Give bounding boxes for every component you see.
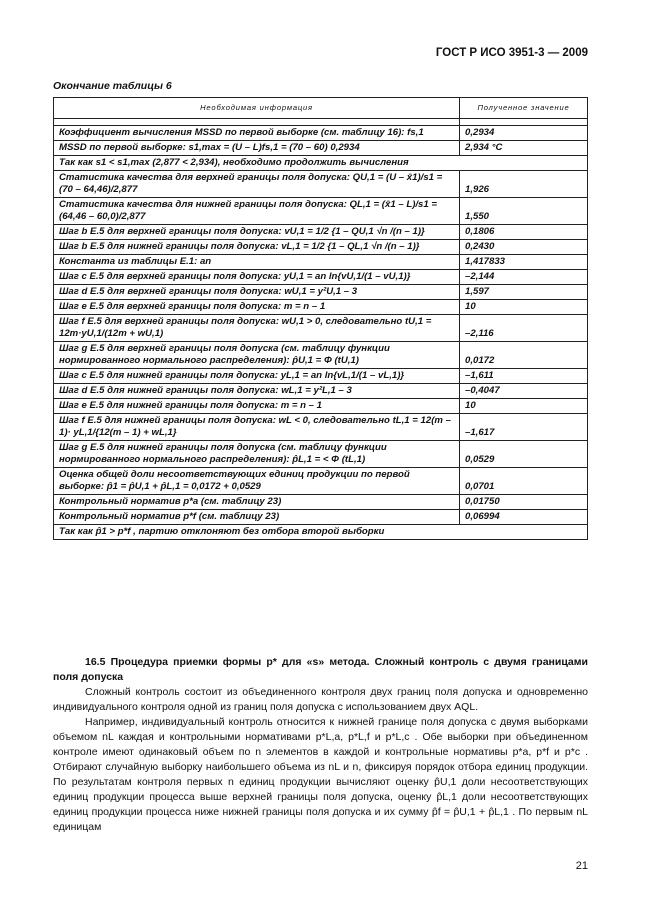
table-row [54, 369, 588, 384]
row-description: Константа из таблицы E.1: an [54, 255, 460, 270]
row-description: Так как p̂1 > p*f , партию отклоняют без отбора второй выборки [54, 525, 588, 540]
row-value: –1,611 [460, 369, 588, 384]
row-value: 0,2430 [460, 240, 588, 255]
row-value: 1,550 [460, 198, 588, 225]
table-row [54, 126, 588, 141]
row-description: Шаг f E.5 для нижней границы поля допуска: wL < 0, следовательно tL,1 = 12(m – 1)· yL,1/{12(m – 1) + wL,1} [54, 414, 460, 441]
row-value: –0,4047 [460, 384, 588, 399]
row-value: –1,617 [460, 414, 588, 441]
row-description: MSSD по первой выборке: s1,max = (U – L)fs,1 = (70 – 60) 0,2934 [54, 141, 460, 156]
row-value: –2,116 [460, 315, 588, 342]
row-value: 2,934 °С [460, 141, 588, 156]
table-row [54, 315, 588, 342]
table-row [54, 468, 588, 495]
table-row [54, 225, 588, 240]
table-row [54, 414, 588, 441]
table-row [54, 399, 588, 414]
row-description: Так как s1 < s1,max (2,877 < 2,934), необходимо продолжить вычисления [54, 156, 588, 171]
row-value: 0,01750 [460, 495, 588, 510]
section-title: 16.5 Процедура приемки формы p* для «s» метода. Сложный контроль с двумя границами поля допуска [53, 656, 588, 683]
table-caption: Окончание таблицы 6 [53, 80, 172, 92]
row-description: Шаг g E.5 для нижней границы поля допуска (см. таблицу функции нормированного нормального распределения): p̂L,1 = < Φ (tL,1) [54, 441, 460, 468]
row-value: 10 [460, 399, 588, 414]
table-row [54, 495, 588, 510]
row-description: Шаг d E.5 для нижней границы поля допуска: wL,1 = y²L,1 – 3 [54, 384, 460, 399]
page-number: 21 [575, 860, 588, 872]
table-row [54, 300, 588, 315]
row-description: Коэффициент вычисления MSSD по первой выборке (см. таблицу 16): fs,1 [54, 126, 460, 141]
row-description: Шаг b E.5 для нижней границы поля допуска: vL,1 = 1/2 {1 – QL,1 √n /(n – 1)} [54, 240, 460, 255]
table-row [54, 141, 588, 156]
table-row [54, 510, 588, 525]
table-row [54, 156, 588, 171]
table-row [54, 285, 588, 300]
row-value: –2,144 [460, 270, 588, 285]
document-header: ГОСТ Р ИСО 3951-3 — 2009 [435, 47, 588, 59]
row-value: 0,06994 [460, 510, 588, 525]
col-header-value: Полученное значение [460, 98, 588, 119]
row-description: Шаг e E.5 для нижней границы поля допуска: m = n – 1 [54, 399, 460, 414]
paragraph-2: Например, индивидуальный контроль относится к нижней границе поля допуска с двумя выборками объемом nL каждая и контрольными нормативами p*L,a, p*L,f и p*L,c . Обе выборки при объединенном контроле имеют одинаковый объем по n элементов в каждой и контрольные нормативы p*a, p*f и p*c . Отбирают случайную выборку наибольшего объема из nL и n, фиксируя порядок отбора единиц продукции. По результатам контроля первых n единиц продукции вычисляют оценку p̂U,1 доли несоответствующих единиц продукции процесса выше верхней границы поля допуска, оценку p̂L,1 доли несоответствующих единиц продукции процесса ниже нижней границы поля допуска и их сумму p̂f = p̂U,1 + p̂L,1 . По первым nL единицам [53, 716, 588, 833]
row-value: 0,0529 [460, 441, 588, 468]
table-row [54, 171, 588, 198]
row-description: Контрольный норматив p*a (см. таблицу 23) [54, 495, 460, 510]
row-description: Шаг f E.5 для верхней границы поля допуска: wU,1 > 0, следовательно tU,1 = 12m·yU,1/(12m + wU,1) [54, 315, 460, 342]
row-value: 0,0172 [460, 342, 588, 369]
row-value: 0,1806 [460, 225, 588, 240]
table-row [54, 240, 588, 255]
row-value: 10 [460, 300, 588, 315]
row-value: 1,597 [460, 285, 588, 300]
table-row [54, 441, 588, 468]
row-value: 1,926 [460, 171, 588, 198]
col-header-required-info: Необходимая информация [54, 98, 460, 119]
data-table [53, 97, 588, 540]
table-row [54, 198, 588, 225]
row-description: Контрольный норматив p*f (см. таблицу 23) [54, 510, 460, 525]
row-value: 1,417833 [460, 255, 588, 270]
table-row [54, 255, 588, 270]
table-header-row [54, 98, 588, 119]
table-row [54, 384, 588, 399]
paragraph-1: Сложный контроль состоит из объединенного контроля двух границ поля допуска и одновременно индивидуального контроля одной из границ поля допуска с использованием двух AQL. [53, 686, 588, 713]
header-spacer-row [54, 119, 588, 126]
row-description: Шаг d E.5 для верхней границы поля допуска: wU,1 = y²U,1 – 3 [54, 285, 460, 300]
table-row [54, 270, 588, 285]
row-description: Шаг g E.5 для верхней границы поля допуска (см. таблицу функции нормированного нормального распределения): p̂U,1 = Φ (tU,1) [54, 342, 460, 369]
row-description: Шаг c E.5 для нижней границы поля допуска: yL,1 = an ln{vL,1/(1 – vL,1)} [54, 369, 460, 384]
row-description: Статистика качества для верхней границы поля допуска: QU,1 = (U – x̄1)/s1 = (70 – 64,46)/2,877 [54, 171, 460, 198]
row-value: 0,0701 [460, 468, 588, 495]
table-row [54, 525, 588, 540]
row-value: 0,2934 [460, 126, 588, 141]
row-description: Статистика качества для нижней границы поля допуска: QL,1 = (x̄1 – L)/s1 = (64,46 – 60,0)/2,877 [54, 198, 460, 225]
row-description: Оценка общей доли несоответствующих единиц продукции по первой выборке: p̂1 = p̂U,1 + p̂L,1 = 0,0172 + 0,0529 [54, 468, 460, 495]
table-row [54, 342, 588, 369]
row-description: Шаг b E.5 для верхней границы поля допуска: vU,1 = 1/2 {1 – QU,1 √n /(n – 1)} [54, 225, 460, 240]
section-16-5 [53, 655, 588, 835]
row-description: Шаг e E.5 для верхней границы поля допуска: m = n – 1 [54, 300, 460, 315]
row-description: Шаг c E.5 для верхней границы поля допуска: yU,1 = an ln{vU,1/(1 – vU,1)} [54, 270, 460, 285]
